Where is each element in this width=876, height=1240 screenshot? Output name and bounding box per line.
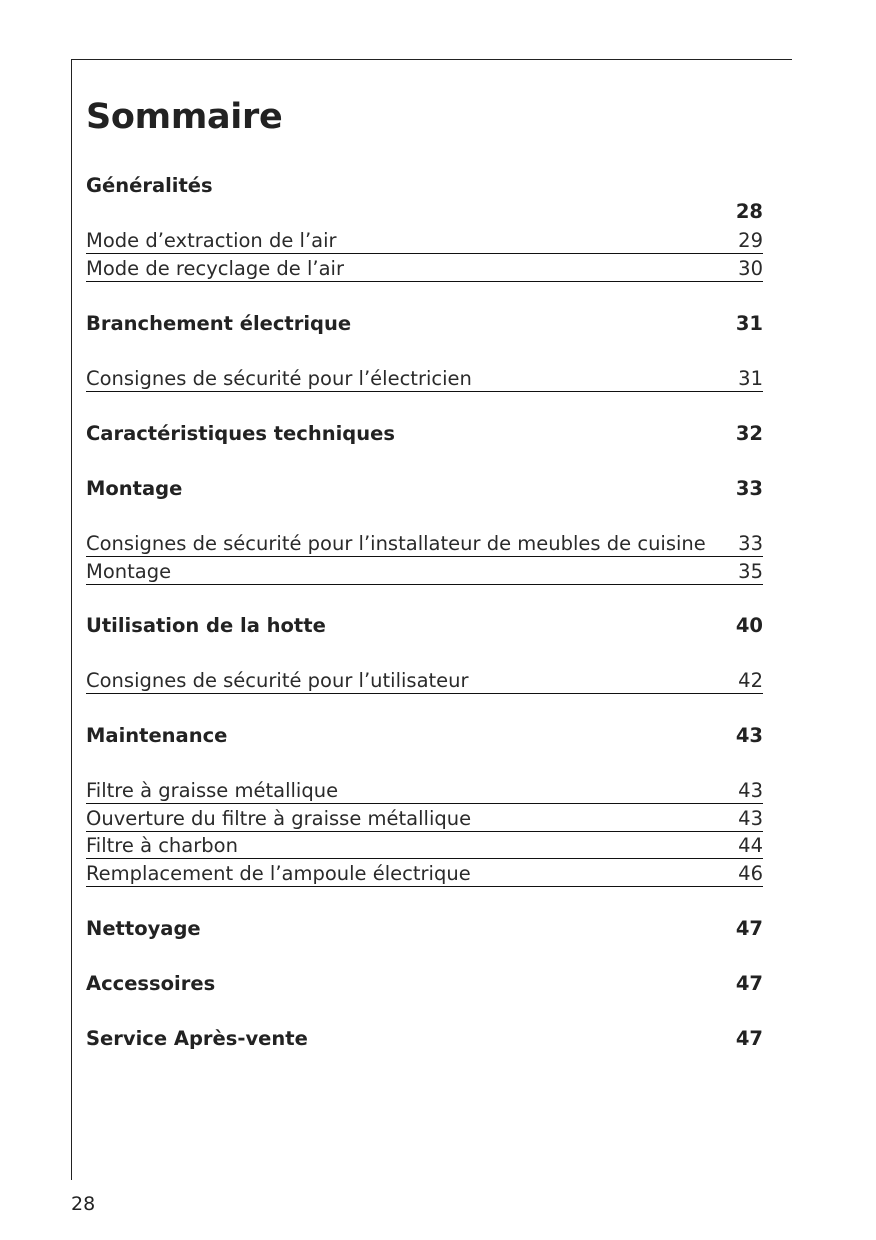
toc-item-label: Consignes de sécurité pour l’utilisateur <box>86 669 469 692</box>
toc-section-title: Montage <box>86 477 183 500</box>
toc-item[interactable] <box>86 558 763 585</box>
toc-section-utilisation[interactable] <box>86 612 763 638</box>
toc-item-page: 46 <box>738 862 763 885</box>
toc-item-page: 30 <box>738 257 763 280</box>
toc-section-page: 40 <box>735 614 763 637</box>
toc-section-page: 33 <box>735 477 763 500</box>
toc-section-title: Service Après-vente <box>86 1027 308 1050</box>
toc-item-page: 33 <box>738 532 763 555</box>
toc-section-page-generalites: 28 <box>735 200 763 223</box>
toc-item-label: Consignes de sécurité pour l’installateur de meubles de cuisine <box>86 532 706 555</box>
toc-section-service[interactable] <box>86 1025 763 1051</box>
toc-item[interactable] <box>86 667 763 694</box>
toc-section-title: Utilisation de la hotte <box>86 614 326 637</box>
toc-section-title: Maintenance <box>86 724 228 747</box>
toc-section-maintenance[interactable] <box>86 722 763 748</box>
toc-section-title: Nettoyage <box>86 917 201 940</box>
frame-left-rule <box>71 59 72 1180</box>
toc-item[interactable] <box>86 805 763 832</box>
toc-item[interactable] <box>86 255 763 282</box>
page-number: 28 <box>71 1193 96 1215</box>
toc-item-page: 35 <box>738 560 763 583</box>
page-title: Sommaire <box>86 97 283 137</box>
toc-item-page: 29 <box>738 229 763 252</box>
toc-item-label: Consignes de sécurité pour l’électricien <box>86 367 472 390</box>
toc-item-label: Ouverture du filtre à graisse métallique <box>86 807 472 830</box>
toc-section-title: Accessoires <box>86 972 216 995</box>
toc-item[interactable] <box>86 777 763 804</box>
toc-section-page: 47 <box>735 972 763 995</box>
toc-item-page: 42 <box>738 669 763 692</box>
toc-item-label: Filtre à charbon <box>86 834 238 857</box>
toc-section-page: 31 <box>735 312 763 335</box>
toc-section-title: Généralités <box>86 174 213 197</box>
toc-item[interactable] <box>86 832 763 859</box>
toc-item-label: Mode de recyclage de l’air <box>86 257 344 280</box>
toc-item[interactable] <box>86 365 763 392</box>
toc-section-title: Caractéristiques techniques <box>86 422 395 445</box>
toc-item-page: 31 <box>738 367 763 390</box>
toc-section-page: 47 <box>735 1027 763 1050</box>
toc-section-montage[interactable] <box>86 475 763 501</box>
toc-section-page: 43 <box>735 724 763 747</box>
toc-item-page: 44 <box>738 834 763 857</box>
toc-section-nettoyage[interactable] <box>86 915 763 941</box>
toc-item-page: 43 <box>738 807 763 830</box>
toc-section-generalites[interactable] <box>86 172 763 198</box>
toc-section-branchement[interactable] <box>86 310 763 336</box>
frame-top-rule <box>71 59 792 60</box>
toc-item-label: Montage <box>86 560 172 583</box>
toc-section-page: 47 <box>735 917 763 940</box>
toc-section-accessoires[interactable] <box>86 970 763 996</box>
toc-section-page: 32 <box>735 422 763 445</box>
toc-item-label: Filtre à graisse métallique <box>86 779 339 802</box>
toc-item-label: Mode d’extraction de l’air <box>86 229 337 252</box>
toc-item[interactable] <box>86 530 763 557</box>
toc-section-caracteristiques[interactable] <box>86 420 763 446</box>
toc-item[interactable] <box>86 227 763 254</box>
toc-item-label: Remplacement de l’ampoule électrique <box>86 862 471 885</box>
toc-section-title: Branchement électrique <box>86 312 352 335</box>
toc-item-page: 43 <box>738 779 763 802</box>
toc-item[interactable] <box>86 860 763 887</box>
